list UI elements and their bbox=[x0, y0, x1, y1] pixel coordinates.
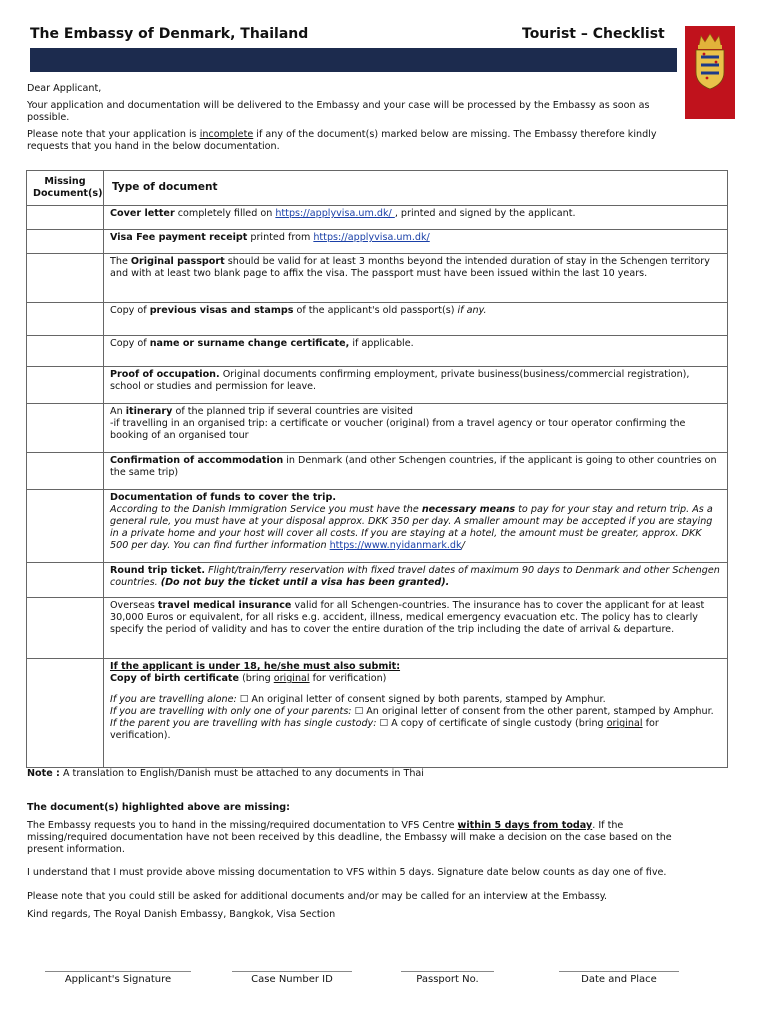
checklist-row-passport bbox=[27, 254, 728, 303]
minor-applicant-text: If the applicant is under 18, he/she must also submit: Copy of birth certificate (bring original for verification) If you are travelling alone: ☐ An original letter of consent signed by both parents, stamped by Amphur. If you are travelling with only one of your parents: ☐ An original letter of consent from the other parent, stamped by Amphur. If the parent you are travelling with has single custody: ☐ A copy of certificate of single custody (bring original for verification). bbox=[104, 659, 728, 768]
closing-regards: Kind regards, The Royal Danish Embassy, Bangkok, Visa Section bbox=[27, 909, 336, 920]
cover-letter-text: Cover letter completely filled on https://applyvisa.um.dk/ , printed and signed by the applicant. bbox=[104, 206, 728, 230]
page-title: The Embassy of Denmark, Thailand bbox=[30, 26, 309, 42]
missing-checkbox-cell[interactable] bbox=[27, 206, 104, 230]
name-change-text: Copy of name or surname change certificate, if applicable. bbox=[104, 336, 728, 367]
missing-checkbox-cell[interactable] bbox=[27, 367, 104, 404]
missing-checkbox-cell[interactable] bbox=[27, 336, 104, 367]
document-checklist-table bbox=[26, 170, 728, 768]
checklist-row-ticket bbox=[27, 563, 728, 598]
signature-line bbox=[401, 971, 494, 972]
coat-of-arms-icon bbox=[685, 26, 735, 119]
checklist-row-visa-fee bbox=[27, 230, 728, 254]
visa-fee-text: Visa Fee payment receipt printed from https://applyvisa.um.dk/ bbox=[104, 230, 728, 254]
checklist-row-name-change bbox=[27, 336, 728, 367]
coat-of-arms-emblem bbox=[685, 26, 735, 119]
checklist-row-previous-visas bbox=[27, 303, 728, 336]
checklist-row-cover-letter bbox=[27, 206, 728, 230]
applyvisa-link[interactable]: https://applyvisa.um.dk/ bbox=[313, 232, 430, 243]
missing-checkbox-cell[interactable] bbox=[27, 563, 104, 598]
table-header-row bbox=[27, 171, 728, 206]
checklist-row-insurance bbox=[27, 598, 728, 659]
passport-number-label: Passport No. bbox=[416, 974, 479, 985]
checklist-row-itinerary bbox=[27, 404, 728, 453]
document-type: Tourist – Checklist bbox=[522, 26, 665, 42]
missing-documents-heading: The document(s) highlighted above are missing: bbox=[27, 802, 290, 813]
itinerary-text: An itinerary of the planned trip if several countries are visited -if travelling in an organised trip: a certificate or voucher (original) from a travel agency or tour operator confirming the booking of an organised tour bbox=[104, 404, 728, 453]
insurance-text: Overseas travel medical insurance valid for all Schengen-countries. The insurance has to cover the applicant for at least 30,000 Euros or equivalent, for all risks e.g. accident, illness, medical emergency evacuation etc. The policy has to clearly specify the period of validity and has to cover the entire duration of the trip including the date of arrival & departure. bbox=[104, 598, 728, 659]
checklist-row-occupation bbox=[27, 367, 728, 404]
type-of-document-column-header: Type of document bbox=[104, 171, 728, 206]
date-and-place-label: Date and Place bbox=[581, 974, 657, 985]
nyidanmark-link[interactable]: https://www.nyidanmark.dk bbox=[329, 540, 462, 551]
checklist-row-minor bbox=[27, 659, 728, 768]
date-and-place-field[interactable] bbox=[559, 971, 679, 985]
intro-paragraph-1: Your application and documentation will be delivered to the Embassy and your case will be processed by the Embassy as soon as possible. bbox=[27, 100, 650, 123]
missing-checkbox-cell[interactable] bbox=[27, 303, 104, 336]
case-number-field[interactable] bbox=[232, 971, 352, 985]
signature-line bbox=[559, 971, 679, 972]
checklist-row-accommodation bbox=[27, 453, 728, 490]
ticket-text: Round trip ticket. Flight/train/ferry reservation with fixed travel dates of maximum 90 days to Denmark and other Schengen countries. (Do not buy the ticket until a visa has been granted). bbox=[104, 563, 728, 598]
missing-checkbox-cell[interactable] bbox=[27, 490, 104, 563]
missing-checkbox-cell[interactable] bbox=[27, 598, 104, 659]
translation-note: Note : A translation to English/Danish must be attached to any documents in Thai bbox=[27, 768, 424, 779]
applicant-signature-label: Applicant's Signature bbox=[64, 974, 172, 985]
missing-checkbox-cell[interactable] bbox=[27, 453, 104, 490]
additional-documents-paragraph: Please note that you could still be asked for additional documents and/or may be called for an interview at the Embassy. bbox=[27, 891, 608, 902]
header-bar bbox=[30, 48, 677, 72]
checklist-row-funds bbox=[27, 490, 728, 563]
understanding-paragraph: I understand that I must provide above missing documentation to VFS within 5 days. Signature date below counts as day one of five. bbox=[27, 867, 667, 878]
missing-checkbox-cell[interactable] bbox=[27, 659, 104, 768]
intro-paragraph-2: Please note that your application is incomplete if any of the document(s) marked below are missing. The Embassy therefore kindly requests that you hand in the below documentation. bbox=[27, 129, 657, 152]
deadline-paragraph: The Embassy requests you to hand in the missing/required documentation to VFS Centre within 5 days from today. If the missing/required documentation have not been received by this deadline, the Embassy will make a decision on the case based on the present information. bbox=[27, 820, 672, 855]
passport-text: The Original passport should be valid for at least 3 months beyond the intended duration of stay in the Schengen territory and with at least two blank page to affix the visa. The passport must have been issued within the last 10 years. bbox=[104, 254, 728, 303]
applicant-signature-field[interactable] bbox=[45, 971, 191, 985]
accommodation-text: Confirmation of accommodation in Denmark (and other Schengen countries, if the applicant is going to other countries on the same trip) bbox=[104, 453, 728, 490]
missing-checkbox-cell[interactable] bbox=[27, 254, 104, 303]
case-number-label: Case Number ID bbox=[251, 974, 333, 985]
applyvisa-link[interactable]: https://applyvisa.um.dk/ bbox=[275, 208, 395, 219]
missing-documents-column-header: Missing Document(s) bbox=[27, 171, 104, 206]
missing-checkbox-cell[interactable] bbox=[27, 404, 104, 453]
passport-number-field[interactable] bbox=[401, 971, 494, 985]
signature-line bbox=[45, 971, 191, 972]
funds-text: Documentation of funds to cover the trip. According to the Danish Immigration Service you must have the necessary means to pay for your stay and return trip. As a general rule, you must have at your disposal approx. DKK 350 per day. A smaller amount may be accepted if you are staying in a private home and your host will cover all costs. If you are staying at a hotel, the amount must be greater, approx. DKK 500 per day. You can find further information https://www.nyidanmark.dk/ bbox=[104, 490, 728, 563]
previous-visas-text: Copy of previous visas and stamps of the applicant's old passport(s) if any. bbox=[104, 303, 728, 336]
greeting: Dear Applicant, bbox=[27, 83, 102, 94]
signature-line bbox=[232, 971, 352, 972]
occupation-text: Proof of occupation. Original documents confirming employment, private business(business/commercial registration), school or studies and permission for leave. bbox=[104, 367, 728, 404]
missing-checkbox-cell[interactable] bbox=[27, 230, 104, 254]
